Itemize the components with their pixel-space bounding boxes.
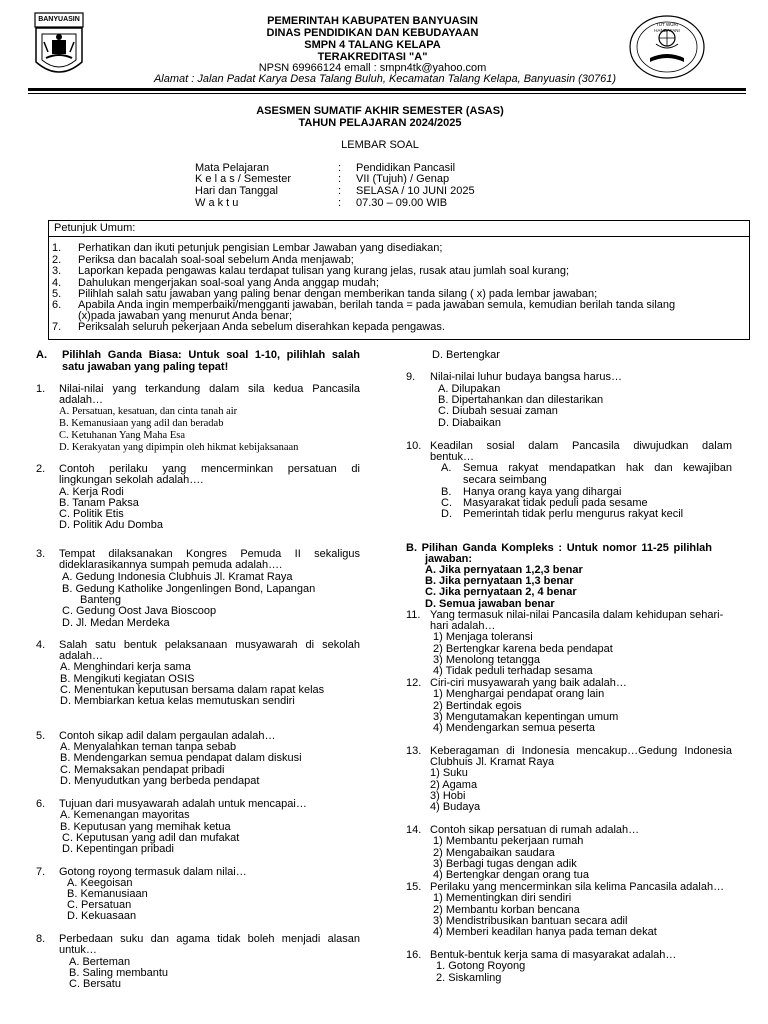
- section-a-instruction: Pilihlah Ganda Biasa: Untuk soal 1-10, pilihlah salah: [62, 349, 360, 361]
- question-text: Keberagaman di Indonesia mencakup…Gedung Indonesia: [430, 745, 732, 757]
- regency-logo: [34, 12, 84, 80]
- exam-year: TAHUN PELAJARAN 2024/2025: [298, 117, 462, 129]
- option-b[interactable]: B. Saling membantu: [69, 967, 169, 979]
- info-label: Mata Pelajaran: [195, 162, 269, 174]
- info-label: K e l a s / Semester: [195, 173, 291, 185]
- kop-address: Alamat : Jalan Padat Karya Desa Talang Buluh, Kecamatan Talang Kelapa, Banyuasin (30761): [153, 73, 617, 85]
- question-text-cont: untuk…: [59, 944, 97, 956]
- question-number: 13.: [406, 745, 422, 757]
- option-b[interactable]: B. Gedung Katholike Jongenlingen Bond, Lapangan: [62, 583, 316, 595]
- question-text: Keadilan sosial dalam Pancasila diwujudkan dalam: [430, 440, 732, 452]
- statement-2: 2) Bertindak egois: [433, 700, 522, 712]
- rule-number: 6.: [52, 299, 62, 311]
- info-sep: :: [338, 185, 342, 197]
- question-text: Salah satu bentuk pelaksanaan musyawarah di sekolah: [59, 639, 360, 651]
- section-a-letter: A.: [36, 349, 47, 361]
- rule-text: Pilihlah salah satu jawaban yang paling benar dengan memberikan tanda silang ( x) pada lembar jawaban;: [78, 288, 598, 300]
- question-text: Contoh sikap adil dalam pergaulan adalah…: [59, 730, 276, 742]
- statement-4: 4) Budaya: [430, 801, 481, 813]
- section-b-key-d: D. Semua jawaban benar: [425, 598, 555, 610]
- question-text: Perilaku yang mencerminkan sila kelima Pancasila adalah…: [430, 881, 725, 893]
- statement-4: 4) Memberi keadilan hanya pada teman dekat: [433, 926, 657, 938]
- option-c[interactable]: C. Memaksakan pendapat pribadi: [60, 764, 225, 776]
- statement-4: 4) Mendengarkan semua peserta: [433, 722, 596, 734]
- question-text-cont: hari adalah…: [430, 620, 496, 632]
- statement-2: 2) Agama: [430, 779, 478, 791]
- question-number: 10.: [406, 440, 422, 452]
- section-b-key-b: B. Jika pernyataan 1,3 benar: [425, 575, 574, 587]
- option-c[interactable]: C. Keputusan yang adil dan mufakat: [62, 832, 240, 844]
- kop-government: PEMERINTAH KABUPATEN BANYUASIN: [267, 15, 478, 27]
- option-b[interactable]: B. Mendengarkan semua pendapat dalam diskusi: [60, 752, 302, 764]
- option-a-cont: secara seimbang: [463, 474, 547, 486]
- question-number: 11.: [406, 609, 421, 621]
- rule-number: 2.: [52, 254, 62, 266]
- info-sep: :: [338, 162, 342, 174]
- option-a[interactable]: A. Persatuan, kesatuan, dan cinta tanah air: [59, 406, 238, 417]
- option-d[interactable]: D. Membiarkan ketua kelas memutuskan sendiri: [60, 695, 295, 707]
- statement-2: 2) Mengabaikan saudara: [433, 847, 555, 859]
- question-number: 9.: [406, 371, 416, 383]
- info-label: Hari dan Tanggal: [195, 185, 278, 197]
- question-text-cont: adalah…: [59, 650, 104, 662]
- option-d[interactable]: Pemerintah tidak perlu mengurus rakyat kecil: [463, 508, 684, 520]
- option-b[interactable]: B. Mengikuti kegiatan OSIS: [60, 673, 195, 685]
- rule-number: 7.: [52, 321, 62, 333]
- option-a[interactable]: A. Gedung Indonesia Clubhuis Jl. Kramat Raya: [62, 571, 293, 583]
- option-b[interactable]: B. Kemanusiaan yang adil dan beradab: [59, 418, 224, 429]
- option-c[interactable]: C. Bersatu: [69, 978, 121, 990]
- rule-number: 5.: [52, 288, 62, 300]
- question-number: 16.: [406, 949, 422, 961]
- question-number: 5.: [36, 730, 46, 742]
- rule-text: Laporkan kepada pengawas kalau terdapat tulisan yang kurang jelas, rusak atau jumlah soal kurang;: [78, 265, 570, 277]
- rule-text: Perhatikan dan ikuti petunjuk pengisian Lembar Jawaban yang disediakan;: [78, 242, 443, 254]
- ministry-logo-text: TUT WURI HANDAYANI: [654, 22, 680, 33]
- section-a-instruction-cont: satu jawaban yang paling tepat!: [62, 361, 229, 373]
- question-number: 2.: [36, 463, 46, 475]
- info-value: SELASA / 10 JUNI 2025: [356, 185, 475, 197]
- kop-npsn-email: NPSN 69966124 emall : smpn4tk@yahoo.com: [258, 62, 487, 74]
- question-text: Nilai-nilai yang terkandung dalam sila kedua Pancasila: [59, 383, 360, 395]
- question-number: 12.: [406, 677, 422, 689]
- letterhead-divider-thin: [28, 93, 746, 94]
- statement-3: 3) Mendistribusikan bantuan secara adil: [433, 915, 628, 927]
- section-b-instruction: B. Pilihan Ganda Kompleks : Untuk nomor 11-25 pilihlah: [406, 542, 712, 554]
- option-d[interactable]: D. Diabaikan: [438, 417, 501, 429]
- rule-text: Dahulukan mengerjakan soal-soal yang Anda anggap mudah;: [78, 277, 379, 289]
- option-d[interactable]: D. Jl. Medan Merdeka: [62, 617, 170, 629]
- kop-school: SMPN 4 TALANG KELAPA: [304, 39, 441, 51]
- kop-accreditation: TERAKREDITASI "A": [317, 51, 428, 63]
- instructions-heading: Petunjuk Umum:: [54, 222, 136, 234]
- rule-text-cont: (x)pada jawaban yang menurut Anda benar;: [78, 310, 293, 322]
- statement-1: 1) Menjaga toleransi: [433, 631, 533, 643]
- question-text-cont: dideklarasikannya sumpah pemuda adalah….: [59, 559, 283, 571]
- statement-2: 2) Membantu korban bencana: [433, 904, 580, 916]
- rule-number: 1.: [52, 242, 62, 254]
- option-b[interactable]: B. Keputusan yang memihak ketua: [60, 821, 231, 833]
- question-text: Bentuk-bentuk kerja sama di masyarakat adalah…: [430, 949, 677, 961]
- statement-3: 3) Hobi: [430, 790, 466, 802]
- rule-number: 4.: [52, 277, 62, 289]
- statement-3: 3) Mengutamakan kepentingan umum: [433, 711, 619, 723]
- letterhead-divider: [28, 88, 746, 91]
- statement-3: 3) Menolong tetangga: [433, 654, 541, 666]
- instructions-heading-divider: [48, 236, 749, 237]
- option-a[interactable]: A. Menghindari kerja sama: [60, 661, 191, 673]
- option-b-letter: B.: [441, 486, 452, 498]
- question-number: 4.: [36, 639, 46, 651]
- option-a-letter: A.: [441, 462, 452, 474]
- option-a[interactable]: A. Berteman: [69, 956, 131, 968]
- exam-title: ASESMEN SUMATIF AKHIR SEMESTER (ASAS): [256, 105, 504, 117]
- question-number: 3.: [36, 548, 46, 560]
- section-b-key-c: C. Jika pernyataan 2, 4 benar: [425, 586, 577, 598]
- statement-1: 1) Membantu pekerjaan rumah: [433, 835, 584, 847]
- question-text: Perbedaan suku dan agama tidak boleh menjadi alasan: [59, 933, 360, 945]
- option-c-letter: C.: [441, 497, 452, 509]
- section-b-instruction-cont: jawaban:: [425, 553, 473, 565]
- section-b-key-a: A. Jika pernyataan 1,2,3 benar: [425, 564, 583, 576]
- option-c[interactable]: C. Menentukan keputusan bersama dalam rapat kelas: [60, 684, 325, 696]
- question-text: Contoh perilaku yang mencerminkan persatuan di: [59, 463, 360, 475]
- option-a[interactable]: A. Menyalahkan teman tanpa sebab: [60, 741, 237, 753]
- option-a[interactable]: A. Keegoisan: [67, 877, 133, 889]
- question-number: 7.: [36, 866, 46, 878]
- rule-text: Apabila Anda ingin memperbaiki/mengganti jawaban, berilah tanda = pada jawaban semula, kemudian berilah tanda silang: [78, 299, 676, 311]
- question-number: 1.: [36, 383, 46, 395]
- ministry-logo: [628, 14, 706, 80]
- question-text: Ciri-ciri musyawarah yang baik adalah…: [430, 677, 627, 689]
- question-text-cont: Clubhuis Jl. Kramat Raya: [430, 756, 555, 768]
- option-c[interactable]: C. Ketuhanan Yang Maha Esa: [59, 430, 185, 441]
- info-value: 07.30 – 09.00 WIB: [356, 197, 448, 209]
- option-a[interactable]: Semua rakyat mendapatkan hak dan kewajiban: [463, 462, 732, 474]
- statement-3: 3) Berbagi tugas dengan adik: [433, 858, 577, 870]
- question-text: Tujuan dari musyawarah adalah untuk mencapai…: [59, 798, 307, 810]
- question-number: 8.: [36, 933, 46, 945]
- option-d-letter: D.: [441, 508, 452, 520]
- statement-4: 4) Tidak peduli terhadap sesama: [433, 665, 593, 677]
- sheet-label: LEMBAR SOAL: [341, 139, 419, 151]
- regency-logo-text: BANYUASIN: [38, 16, 80, 23]
- question-text: Yang termasuk nilai-nilai Pancasila dalam kehidupan sehari-: [430, 609, 724, 621]
- option-d[interactable]: D. Politik Adu Domba: [59, 519, 163, 531]
- info-sep: :: [338, 197, 342, 209]
- info-label: W a k t u: [195, 197, 239, 209]
- info-sep: :: [338, 173, 342, 185]
- question-text-cont: bentuk…: [430, 451, 475, 463]
- statement-2: 2) Bertengkar karena beda pendapat: [433, 643, 613, 655]
- question-number: 15.: [406, 881, 422, 893]
- option-b[interactable]: B. Dipertahankan dan dilestarikan: [438, 394, 604, 406]
- option-b[interactable]: Hanya orang kaya yang dihargai: [463, 486, 622, 498]
- option-b[interactable]: B. Tanam Paksa: [59, 497, 139, 509]
- info-value: Pendidikan Pancasil: [356, 162, 456, 174]
- option-a[interactable]: A. Dilupakan: [438, 383, 501, 395]
- kop-department: DINAS PENDIDIKAN DAN KEBUDAYAAN: [266, 27, 479, 39]
- question-text: Nilai-nilai luhur budaya bangsa harus…: [430, 371, 623, 383]
- option-a[interactable]: A. Kerja Rodi: [59, 486, 124, 498]
- option-b[interactable]: B. Kemanusiaan: [67, 888, 148, 900]
- rule-text: Periksalah seluruh pekerjaan Anda sebelum diserahkan kepada pengawas.: [78, 321, 445, 333]
- option-c[interactable]: C. Diubah sesuai zaman: [438, 405, 558, 417]
- question-text-cont: adalah…: [59, 394, 104, 406]
- statement-2: 2. Siskamling: [436, 972, 502, 984]
- question-text: Tempat dilaksanakan Kongres Pemuda II sekaligus: [59, 548, 360, 560]
- option-d[interactable]: D. Kerakyatan yang dipimpin oleh hikmat kebijaksanaan: [59, 442, 299, 453]
- question-number: 14.: [406, 824, 422, 836]
- option-c[interactable]: C. Persatuan: [67, 899, 132, 911]
- option-d[interactable]: D. Kekuasaan: [67, 910, 137, 922]
- question-8-option-d[interactable]: D. Bertengkar: [432, 349, 500, 361]
- option-a[interactable]: A. Kemenangan mayoritas: [60, 809, 190, 821]
- option-b-cont: Banteng: [80, 594, 121, 606]
- statement-1: 1) Mementingkan diri sendiri: [433, 892, 572, 904]
- question-number: 6.: [36, 798, 46, 810]
- question-text: Gotong royong termasuk dalam nilai…: [59, 866, 247, 878]
- statement-1: 1) Suku: [430, 767, 468, 779]
- statement-1: 1. Gotong Royong: [436, 960, 526, 972]
- question-text-cont: lingkungan sekolah adalah….: [59, 474, 204, 486]
- option-c[interactable]: Masyarakat tidak peduli pada sesame: [463, 497, 648, 509]
- statement-1: 1) Menghargai pendapat orang lain: [433, 688, 605, 700]
- rule-number: 3.: [52, 265, 62, 277]
- info-value: VII (Tujuh) / Genap: [356, 173, 450, 185]
- question-text: Contoh sikap persatuan di rumah adalah…: [430, 824, 640, 836]
- option-c[interactable]: C. Politik Etis: [59, 508, 124, 520]
- option-d[interactable]: D. Kepentingan pribadi: [62, 843, 174, 855]
- option-c[interactable]: C. Gedung Oost Java Bioscoop: [62, 605, 217, 617]
- option-d[interactable]: D. Menyudutkan yang berbeda pendapat: [60, 775, 260, 787]
- statement-4: 4) Bertengkar dengan orang tua: [433, 869, 589, 881]
- rule-text: Periksa dan bacalah soal-soal sebelum Anda menjawab;: [78, 254, 354, 266]
